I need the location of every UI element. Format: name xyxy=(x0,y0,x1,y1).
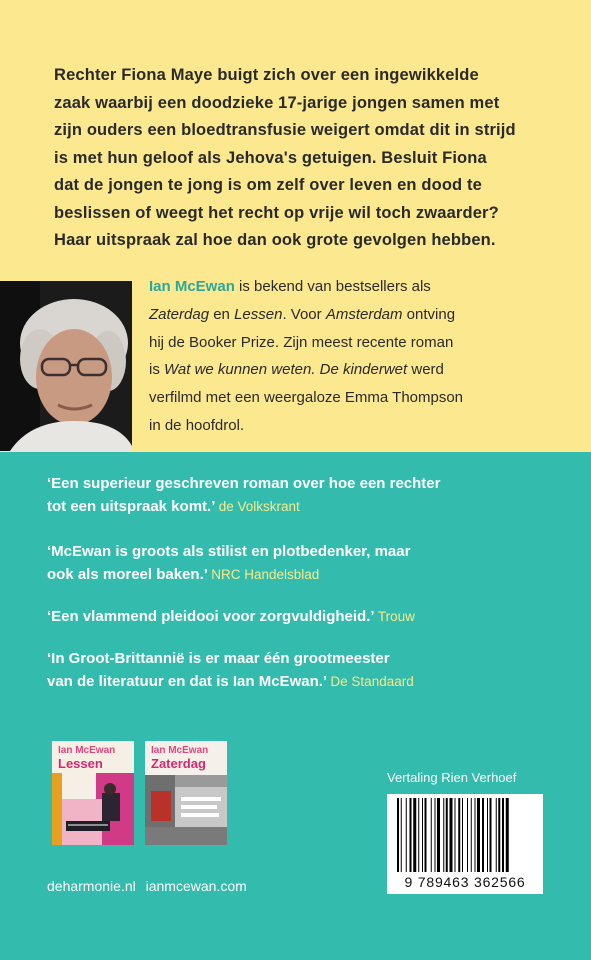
quote-source: De Standaard xyxy=(330,674,414,689)
bio-book-title: Amsterdam xyxy=(325,305,403,323)
barcode-bar xyxy=(397,798,399,872)
blurb-line: zijn ouders een bloedtransfusie weigert omdat dit in strijd xyxy=(54,121,516,139)
book-title: Zaterdag xyxy=(151,756,206,771)
blurb-line: zaak waarbij een doodzieke 17-jarige jongen samen met xyxy=(54,93,500,112)
quote-text: van de literatuur en dat is Ian McEwan.’ xyxy=(47,673,327,690)
barcode-bar xyxy=(443,798,444,872)
bio-text: ontving xyxy=(402,305,456,323)
barcode-bar xyxy=(502,798,504,872)
blurb-line: Haar uitspraak zal hoe dan ook grote gevolgen hebben. xyxy=(54,231,496,249)
book-cover-lessen xyxy=(52,741,134,845)
review-quote xyxy=(47,540,410,586)
barcode-bar xyxy=(413,798,416,872)
barcode-bar xyxy=(450,798,453,872)
book-title: Lessen xyxy=(58,756,103,771)
bio-text: in de hoofdrol. xyxy=(149,416,245,434)
barcode-bar xyxy=(435,798,436,872)
bio-text: is xyxy=(149,361,164,379)
review-quote xyxy=(47,605,415,628)
barcode-bar xyxy=(418,798,419,872)
blurb-line: dat de jongen te jong is om zelf over leven en dood te xyxy=(54,176,482,194)
barcode-bar xyxy=(458,798,460,872)
quote-text: ‘Een superieur geschreven roman over hoe een rechter xyxy=(47,475,441,492)
blurb-line: beslissen of weegt het recht op vrije wil toch zwaarder? xyxy=(54,203,499,222)
barcode-bar xyxy=(475,798,476,872)
quote-text: tot een uitspraak komt.’ xyxy=(47,498,215,515)
blurb-line: Rechter Fiona Maye buigt zich over een ingewikkelde xyxy=(54,66,479,84)
bio-text: hij de Booker Prize. Zijn meest recente roman xyxy=(149,333,454,351)
author-url[interactable]: ianmcewan.com xyxy=(145,878,247,894)
bio-text: is bekend van bestsellers als xyxy=(234,278,431,295)
barcode-bar xyxy=(477,798,480,872)
isbn-number: 9 789463 362566 xyxy=(404,874,526,890)
barcode-bar xyxy=(490,798,492,872)
review-quote xyxy=(47,647,414,693)
barcode-bar xyxy=(446,798,448,872)
bio-book-title: Zaterdag xyxy=(149,305,210,323)
barcode-bar xyxy=(487,798,488,872)
barcode-bar xyxy=(406,798,407,872)
barcode-bar xyxy=(496,798,497,872)
bio-book-title: Lessen xyxy=(234,305,283,323)
bio-text: . Voor xyxy=(282,305,326,323)
barcode-bar xyxy=(410,798,412,872)
book-cover-zaterdag xyxy=(145,741,227,845)
quote-source: de Volkskrant xyxy=(218,499,300,514)
synopsis-blurb xyxy=(54,62,554,255)
barcode-bar xyxy=(506,798,509,872)
publisher-url[interactable]: deharmonie.nl xyxy=(47,878,136,894)
book-author: Ian McEwan xyxy=(151,745,209,756)
barcode-bar xyxy=(471,798,472,872)
quote-text: ‘Een vlammend pleidooi voor zorgvuldigheid.’ xyxy=(47,608,374,625)
bio-text: en xyxy=(209,305,235,323)
author-photo xyxy=(0,281,132,451)
review-quote xyxy=(47,472,441,518)
author-name: Ian McEwan xyxy=(149,278,235,295)
quote-source: Trouw xyxy=(377,609,415,624)
quote-text: ‘In Groot-Brittannië is er maar één grootmeester xyxy=(47,650,390,667)
website-links xyxy=(47,878,247,894)
blurb-line: is met hun geloof als Jehova's getuigen. Besluit Fiona xyxy=(54,148,487,167)
book-author: Ian McEwan xyxy=(58,745,116,756)
barcode-bar xyxy=(425,798,427,872)
quote-text: ook als moreel baken.’ xyxy=(47,566,208,583)
barcode-bars xyxy=(397,798,533,872)
quote-source: NRC Handelsblad xyxy=(211,567,320,582)
quote-text: ‘McEwan is groots als stilist en plotbedenker, maar xyxy=(47,543,411,560)
bio-text: verfilmd met een weergaloze Emma Thompson xyxy=(149,389,464,407)
bio-text: werd xyxy=(407,361,444,379)
barcode xyxy=(387,794,543,894)
barcode-bar xyxy=(462,798,463,872)
barcode-bar xyxy=(455,798,456,872)
barcode-bar xyxy=(498,798,500,872)
translator-credit: Vertaling Rien Verhoef xyxy=(387,770,517,785)
barcode-bar xyxy=(401,798,402,872)
author-bio xyxy=(149,273,569,440)
barcode-bar xyxy=(431,798,432,872)
barcode-bar xyxy=(467,798,468,872)
author-portrait-image xyxy=(0,281,132,451)
bio-book-title: Wat we kunnen weten. De kinderwet xyxy=(164,361,408,379)
barcode-bar xyxy=(482,798,484,872)
barcode-bar xyxy=(422,798,423,872)
barcode-bar xyxy=(437,798,440,872)
